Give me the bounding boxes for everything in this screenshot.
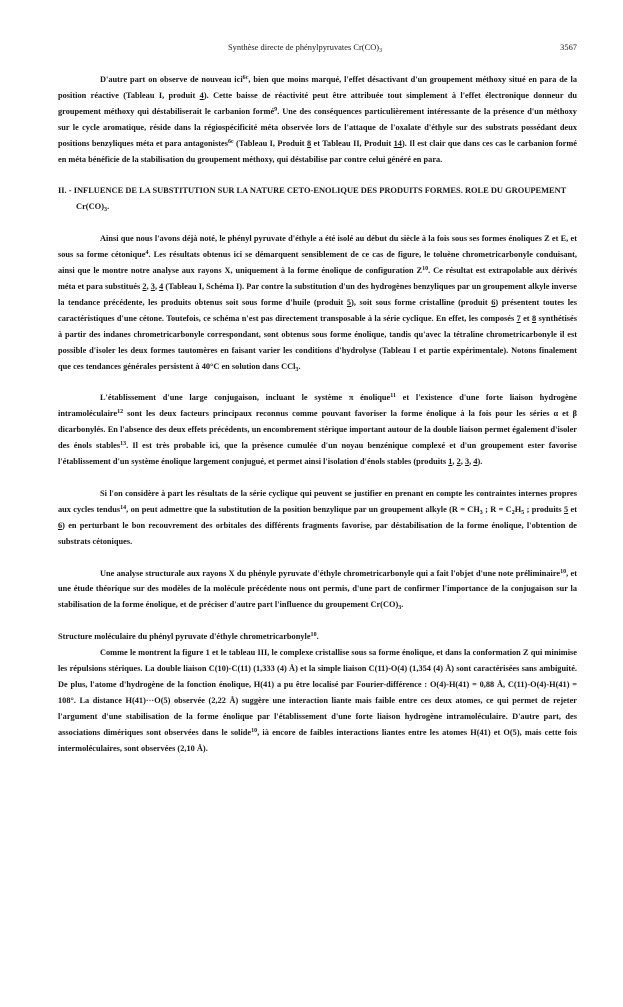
product-ref: 2	[142, 281, 147, 291]
paragraph-conjugation: L'établissement d'une large conjugaison, incluant le système π énolique$^{11}$ et l'existence d'une forte liaison hydrogène intramoléculaire$^{12}$ sont les deux facteurs principaux reconnus comme pouvant favoriser la forme énolique à la fois pour les séries α et β dicarbonylés. En l'absence des deux effets précédents, un encombrement stérique important autour de la double liaison permet également d'isoler des énols stables$^{13}$. Il est très probable ici, que la présence cumulée d'un noyau benzénique complexé et d'un groupement ester favorise l'établissement d'un système énolique largement conjugué, et permet ainsi l'isolation d'énols stables (produits 1, 2, 3, 4).	[58, 393, 578, 467]
citation-ref: 11	[390, 393, 396, 400]
product-ref: 5	[564, 504, 569, 514]
citation-ref: 10	[310, 632, 317, 639]
product-ref: 3	[464, 457, 470, 467]
subsection-heading: Structure moléculaire du phényl pyruvate d'éthyle chrometricarbonyle$^{10}$.	[58, 632, 319, 642]
citation-ref: 10	[422, 266, 429, 273]
product-ref: 14	[393, 138, 402, 148]
citation-ref: 14	[120, 504, 127, 511]
citation-ref: 10	[560, 568, 567, 575]
product-ref: 4	[473, 457, 478, 467]
product-ref: 4	[159, 281, 164, 291]
citation-ref: 12	[117, 409, 124, 416]
product-ref: 6	[491, 297, 496, 307]
citation-ref: 4	[145, 250, 149, 257]
citation-ref: 13	[120, 441, 127, 448]
product-ref: 4	[199, 90, 204, 100]
product-ref: 7	[516, 313, 521, 323]
paragraph-keto-enol-forms: Ainsi que nous l'avons déjà noté, le phényl pyruvate d'éthyle a été isolé au début du siècle à la fois sous ses formes énoliques Z et E, et sous sa forme cétonique$^4$. Les résultats obtenus ici se démarquent sensiblement de ce cas de figure, le toluène chrometricarbonyle conduisant, ainsi que le montre notre analyse aux rayons X, uniquement à la forme énolique de configuration $Z^{10}$. Ce résultat est extrapolable aux dérivés méta et para substitués 2, 3, 4 (Tableau I, Schéma I). Par contre la substitution d'un des hydrogènes benzyliques par un groupement alkyle inverse la tendance précédente, les produits obtenus soit sous forme d'huile (produit 5), soit sous forme cristalline (produit 6) présentent toutes les caractéristiques d'une cétone. Toutefois, ce schéma n'est pas directement transposable à la série cyclique. En effet, les composés 7 et 8 synthétisés à partir des indanes chrometricarbonyle correspondant, sont obtenus sous forme énolique, tandis qu'avec la tétraline chrometricarbonyle il est possible d'isoler les deux formes tautomères en faisant varier les conditions d'hydrolyse (Tableau I et partie expérimentale). Notons finalement que ces tendances générales persistent à 40°C en solution dans CCl$_3$.	[58, 234, 577, 373]
product-ref: 5	[346, 297, 352, 307]
paragraph-xray-analysis: Une analyse structurale aux rayons X du phényle pyruvate d'éthyle chrometricarbonyle qui a fait l'objet d'une note préliminaire$^{10}$, et une étude théorique sur des modèles de la molécule précédente nous ont permis, d'une part de confirmer l'importance de la conjugaison sur la stabilisation de la forme énolique, et de préciser d'autre part l'influence du groupement $Cr(CO)_3$.	[58, 568, 577, 612]
section-heading: II. - INFLUENCE DE LA SUBSTITUTION SUR LA NATURE CETO-ENOLIQUE DES PRODUITS FORMES. ROLE DU GROUPEMENT $Cr(CO)_3$.	[58, 186, 567, 214]
running-title: Synthèse directe de phénylpyruvates $Cr(CO)_3$	[228, 43, 383, 54]
citation-ref: 6c	[227, 138, 234, 145]
product-ref: 6	[58, 520, 63, 530]
page-number: 3567	[560, 43, 577, 52]
paragraph-methoxy-effect: D'autre part on observe de nouveau ici$^{6c}$, bien que moins marqué, l'effet désactivant d'un groupement méthoxy situé en para de la position réactive (Tableau I, produit 4). Cette baisse de réactivité peut être attribuée tout simplement à l'effet électronique donneur du groupement méthoxy qui déstabiliserait le carbanion formé$^9$. Une des conséquences particulièrement intéressante de la présence d'un méthoxy sur le cycle aromatique, réside dans la régiospécificité méta observée lors de l'attaque de l'oxalate d'éthyle sur des substrats possédant deux positions benzyliques méta et para antagonistes$^{6c}$ (Tableau I, Produit 8 et Tableau II, Produit 14). Il est clair que dans ces cas le carbanion formé en méta bénéficie de la stabilisation du groupement méthoxy, qui déstabilise par contre celui généré en para.	[58, 75, 577, 164]
paragraph-cyclic-series: Si l'on considère à part les résultats de la série cyclique qui peuvent se justifier en prenant en compte les contraintes internes propres aux cycles tendus$^{14}$, on peut admettre que la substitution de la position benzylique par un groupement alkyle ($R = CH_3$ ; $R = C_2H_5$ ; produits 5 et 6) en perturbant le bon recouvrement des orbitales des différents fragments favorise, par déstabilisation de la forme énolique, l'obtention de substrats cétoniques.	[58, 488, 577, 546]
product-ref: 8	[531, 313, 537, 323]
citation-ref: 9	[274, 106, 278, 113]
product-ref: 1	[448, 457, 453, 467]
citation-ref: 10	[251, 727, 258, 734]
product-ref: 8	[306, 138, 312, 148]
citation-ref: 6c	[242, 75, 249, 81]
product-ref: 2	[456, 457, 461, 467]
running-header	[58, 40, 577, 56]
product-ref: 3	[150, 281, 155, 291]
paragraph-molecular-structure: Comme le montrent la figure 1 et le tableau III, le complexe cristallise sous sa forme énolique, et dans la conformation Z qui minimise les répulsions stériques. La double liaison C(10)-C(11) (1,333 (4) Å) et la simple liaison C(11)-O(4) (1,354 (4) Å) sont caractérisées sans ambiguité. De plus, l'atome d'hydrogène de la fonction énolique, H(41) a pu être localisé par Fourier-différence : O(4)-H(41) = 0,88 Å, C(11)-O(4)-H(41) = 108°. La distance H(41)···O(5) observée (2,22 Å) suggère une interaction liante mais faible entre ces deux atomes, ce qui permet de rejeter l'argument d'une stabilisation de la forme énolique par l'établissement d'une forte liaison hydrogène intramoléculaire. D'autre part, des associations dimériques sont observées dans le solide$^{10}$, ià encore de faibles interactions liantes entre les atomes H(41) et O(5), mais cette fois intermoléculaires, sont observées (2,10 Å).	[58, 648, 578, 753]
